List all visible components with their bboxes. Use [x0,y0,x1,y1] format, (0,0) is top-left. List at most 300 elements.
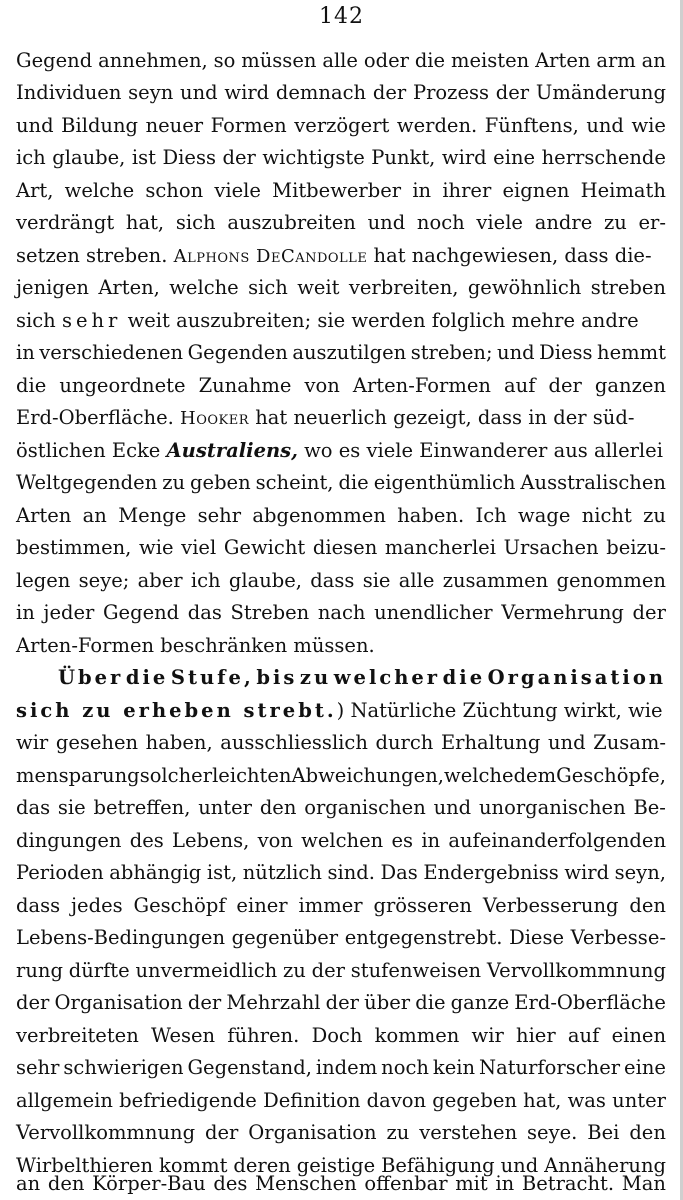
word: welche [64,179,135,202]
text-line: Arten-Formen beschränken müssen. [16,634,375,657]
word: abhängig [109,861,202,884]
word: beizu- [606,536,666,559]
word: in [16,601,35,624]
text-line [16,370,666,402]
word: in [16,341,35,364]
word: alle [322,49,358,72]
word: seyn, [614,861,666,884]
word: und [180,81,218,104]
word: Diess [162,146,216,169]
word: scheint, [255,471,334,494]
word: Diese [509,926,565,949]
word: des [129,829,164,852]
word: nicht [581,504,632,527]
text-line [16,1020,666,1052]
text-line [16,435,666,467]
word: sehr [197,504,242,527]
word: Naturforscher [479,1056,621,1079]
word: Definition [263,1089,361,1112]
word: leichten [212,764,292,787]
word: den [629,894,666,917]
word: Bei [587,1121,620,1144]
word: auszubreiten [227,211,356,234]
word: und [586,114,624,137]
word: hier [516,1024,556,1047]
word: mancherlei [384,536,496,559]
word: glaube, [228,569,302,592]
word: Fünftens, [484,114,579,137]
word: arm [596,49,636,72]
word: viele [476,211,523,234]
word: rung [16,959,63,982]
word: Punkt, [371,146,436,169]
text-line [16,467,666,499]
word: verstehen [419,1121,518,1144]
word: Perioden [16,861,104,884]
word: Vervollkommnung [486,959,666,982]
text-line [16,305,666,337]
word: einen [611,1024,666,1047]
word: mit [455,1172,488,1195]
word: Heimath [580,179,666,202]
word: ungeordnete [59,374,186,397]
word: ich [190,569,221,592]
word: welche [169,276,239,299]
word: gegenüber [231,926,339,949]
word: grösseren [373,894,472,917]
word: aber [137,569,183,592]
word: Über [58,666,124,689]
word: Gegenden [187,341,288,364]
word: Umänderung [535,81,666,104]
word: wichtigste [262,146,365,169]
text-fragment: weit auszubreiten; sie werden folglich mehre andre [121,309,639,332]
word: aufeinanderfolgenden [448,829,666,852]
word: sie [57,796,86,819]
word: sich [248,276,288,299]
word: ganze [450,991,510,1014]
word: Streben [230,601,310,624]
word: sie [362,569,391,592]
word: weit [297,276,340,299]
word: in [412,179,432,202]
word: verdrängt [16,211,115,234]
text-line [16,77,666,109]
word: Mitbewerber [272,179,402,202]
word: Zusam- [593,731,666,754]
word: dem [513,764,557,787]
word: in [421,829,441,852]
word: und [547,731,586,754]
word: viele [214,179,261,202]
word: welche [444,764,514,787]
word: es [391,829,414,852]
word: viel [181,536,217,559]
word: zu [386,1121,410,1144]
word: unorganischen [478,796,626,819]
place-name: Australiens, [166,439,298,462]
word: die [125,666,169,689]
word: annehmen, [98,49,208,72]
text-line [16,1168,666,1200]
word: Arten-Formen [352,374,491,397]
text-line [16,825,666,857]
text-fragment: wo es viele Einwanderer aus allerlei [297,439,663,462]
word: jedes [71,894,123,917]
word: der [16,991,50,1014]
word: streben; [410,341,493,364]
word: Gegend [102,601,180,624]
word: eigenthümlich [373,471,516,494]
word: an [82,504,107,527]
word: Vermehrung [501,601,624,624]
word: Geschöpfe, [556,764,666,787]
word: nützlich [242,861,322,884]
word: sehr [16,1056,60,1079]
word: Menschen [255,1172,357,1195]
word: des [213,1172,248,1195]
word: andre [534,211,593,234]
word: Weltgegenden [16,471,158,494]
word: der [222,146,256,169]
word: jeder [43,601,95,624]
word: gegeben [432,1089,517,1112]
word: Diess [539,341,593,364]
word: verzögert [294,114,390,137]
text-fragment: Natürliche Züchtung wirkt, wie [344,699,663,722]
word: Bildung [61,114,139,137]
word: seye. [527,1121,578,1144]
word: zu [162,471,186,494]
word: dass [310,569,355,592]
word: Betracht. [521,1172,615,1195]
text-line [16,1085,666,1117]
word: Organisation [248,1121,377,1144]
word: Gegend [16,49,93,72]
word: eine [624,1056,666,1079]
word: haben. [397,504,465,527]
word: ihrer [442,179,492,202]
text-line [16,695,666,727]
word: stufenweisen [350,959,482,982]
word: schwierigen [63,1056,184,1079]
word: dingungen [16,829,122,852]
word: legen [16,569,71,592]
word: wir [471,1024,504,1047]
word: wage [518,504,571,527]
word: bestimmen, [16,536,132,559]
word: über [364,991,411,1014]
text-fragment: setzen streben. [16,244,174,267]
word: Ausstralischen [520,471,666,494]
text-line [16,727,666,759]
text-fragment: Erd-Oberfläche. [16,406,181,429]
word: der [187,991,222,1014]
word: müssen [241,49,317,72]
word: an [16,1172,41,1195]
word: Annäherung [544,1154,666,1177]
word: die [442,666,486,689]
word: entgegenstrebt. [344,926,503,949]
word: demnach [275,81,367,104]
word: in [495,1172,515,1195]
word: schon [145,179,204,202]
text-line [16,402,666,435]
word: den [47,1172,85,1195]
text-line [16,110,666,142]
word: Abweichungen, [291,764,444,787]
word: und [16,114,54,137]
word: der [495,81,530,104]
word: geistige [296,1154,376,1177]
word: die [16,374,47,397]
word: das [16,796,51,819]
word: die [338,471,369,494]
word: Prozess [412,81,489,104]
author-name: Alphons DeCandolle [173,246,368,267]
word: geben [190,471,251,494]
word: eine [493,146,536,169]
word: an [641,49,666,72]
word: einer [236,894,288,917]
word: gesehen [55,731,139,754]
word: unter [198,796,253,819]
word: immer [298,894,363,917]
word: auf [504,374,536,397]
word: das [187,601,222,624]
word: oder [363,49,409,72]
word: nach [317,601,366,624]
word: ganzen [594,374,666,397]
word: abgenommen [252,504,386,527]
word: Doch [311,1024,363,1047]
word: dürfte [68,959,130,982]
word: und [433,796,472,819]
word: die [415,991,446,1014]
word: seyn [128,81,174,104]
word: von [257,829,293,852]
word: Arten [535,49,591,72]
word: Menge [118,504,187,527]
word: eignen [502,179,570,202]
word: so [213,49,236,72]
word: allgemein [16,1089,113,1112]
word: kommen [374,1024,460,1047]
word: deren [233,1154,291,1177]
word: zu [299,666,332,689]
word: Individuen [16,81,122,104]
word: Wirbelthieren [16,1154,154,1177]
text-line [16,565,666,597]
word: davon [366,1089,427,1112]
word: offenbar [364,1172,448,1195]
text-line [16,955,666,987]
word: er- [638,211,666,234]
word: und [500,1154,539,1177]
word: der [372,81,407,104]
text-line [16,792,666,824]
word: den [629,1121,666,1144]
word: noch [416,211,465,234]
word: Das [380,861,418,884]
word: werden. [396,114,478,137]
text-line [16,45,666,77]
word: von [304,374,340,397]
word: hat, [125,211,165,234]
word: herrschende [541,146,666,169]
word: indem [315,1056,378,1079]
word: jenigen [16,276,89,299]
word: Erd-Oberfläche [514,991,666,1014]
word: unter [612,1089,666,1112]
word: sich [175,211,216,234]
text-line [16,207,666,239]
word: Verbesserung [482,894,619,917]
word: zu [643,504,666,527]
text-fragment: östlichen Ecke [16,439,167,462]
word: durch [375,731,434,754]
word: wird [224,81,270,104]
text-line [16,1052,666,1084]
text-fragment: ) [336,699,345,722]
text-line [16,1117,666,1149]
word: die [414,49,446,72]
word: solcher [139,764,213,787]
word: Lebens, [172,829,250,852]
word: bis [256,666,298,689]
text-line [16,857,666,889]
text-line [16,175,666,207]
text-line [16,597,666,629]
word: verschiedenen [39,341,184,364]
word: noch [381,1056,429,1079]
text-line [16,987,666,1019]
word: Organisation [54,991,183,1014]
word: der [548,374,582,397]
section-heading-end: sich zu erheben strebt. [16,699,337,722]
author-name: Hooker [180,408,250,429]
word: meisten [450,49,530,72]
word: auszutilgen [292,341,407,364]
word: Körper-Bau [92,1172,206,1195]
word: Zunahme [198,374,292,397]
word: diesen [312,536,378,559]
word: sind. [327,861,375,884]
word: Art, [16,179,54,202]
word: der [632,601,666,624]
word: gewöhnlich [467,276,582,299]
word: welcher [333,666,441,689]
word: unvermeidlich [135,959,278,982]
word: Endergebniss [423,861,559,884]
word: Ursachen [503,536,599,559]
text-line [16,142,666,174]
word: Erhaltung [440,731,541,754]
word: Mehrzahl [226,991,321,1014]
word: organischen [304,796,426,819]
word: Formen [210,114,287,137]
text-line [16,760,666,792]
word: auf [567,1024,600,1047]
word: glaube, [52,146,126,169]
word: verbreiteten [16,1024,139,1047]
word: neuer [145,114,204,137]
page-number: 142 [319,4,364,29]
word: Verbesse- [570,926,666,949]
word: wie [139,536,174,559]
word: hemmt [597,341,666,364]
word: den [259,796,297,819]
word: unendlicher [374,601,493,624]
text-line [16,337,666,369]
word: ausschliesslich [220,731,368,754]
word: ist [131,146,156,169]
word: führen. [227,1024,300,1047]
word: seye; [78,569,130,592]
word: welchen [301,829,384,852]
word: hat, [523,1089,562,1112]
word: haben, [145,731,213,754]
word: betreffen, [93,796,191,819]
word: dass [16,894,61,917]
word: und [367,211,406,234]
text-fragment: hat neuerlich gezeigt, dass in der süd- [249,406,635,429]
word: Gegenstand, [187,1056,312,1079]
word: Lebens-Bedingungen [16,926,225,949]
word: Geschöpf [133,894,226,917]
word: Befähigung [381,1154,495,1177]
text-line [16,890,666,922]
text-line [16,532,666,564]
word: der [325,991,360,1014]
word: alle [398,569,435,592]
text-line [16,922,666,954]
word: wird [564,861,610,884]
text-line [16,240,666,273]
emphasis: sehr [61,309,122,332]
text-fragment: hat nachgewiesen, dass die- [367,244,652,267]
word: Gewicht [223,536,306,559]
word: kommt [159,1154,228,1177]
word: genommen [556,569,666,592]
word: ist, [206,861,238,884]
word: Stufe, [170,666,254,689]
word: Man [621,1172,666,1195]
word: kein [432,1056,476,1079]
word: zu [282,959,306,982]
word: Organisation [487,666,666,689]
word: wie [631,114,666,137]
word: und [497,341,535,364]
text-fragment: sich [16,309,62,332]
word: Wesen [151,1024,216,1047]
word: der [205,1121,239,1144]
word: ich [16,146,46,169]
word: zusammen [442,569,549,592]
section-heading [58,662,666,694]
word: zu [603,211,627,234]
word: Arten [16,504,72,527]
word: verbreiten, [348,276,459,299]
word: Arten, [98,276,160,299]
word: Be- [633,796,666,819]
word: wir [16,731,49,754]
word: mensparung [16,764,140,787]
word: Vervollkommnung [16,1121,196,1144]
text-line [16,272,666,304]
word: Ich [475,504,507,527]
word: streben [590,276,666,299]
